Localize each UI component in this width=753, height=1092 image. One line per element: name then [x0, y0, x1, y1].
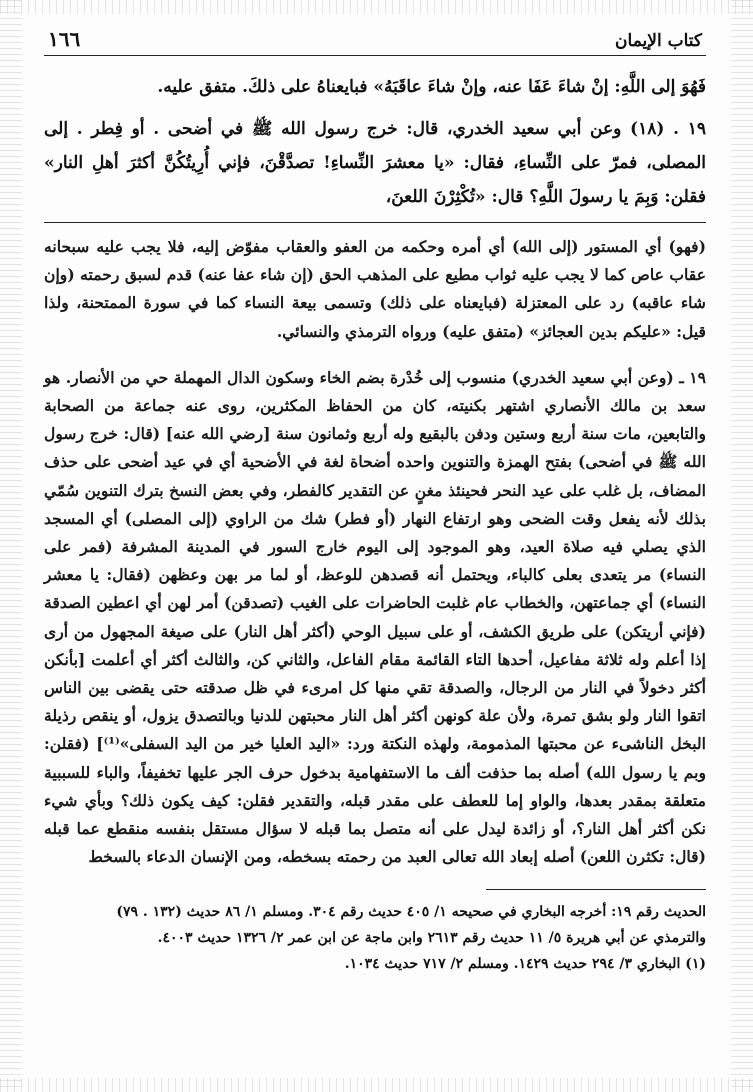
- commentary-paragraph-1: (فهو) أي المستور (إلى الله) أي أمره وحكمه من العفو والعقاب مفوّض إليه، فلا يجب عليه سبحانه عقاب عاص كما لا يجب عليه ثواب مطيع على المذهب الحق (إن شاء عفا عنه) قدم لسبق رحمته (وإن شاء عاقبه) رد على المعتزلة (فبايعناه على ذلك) وتسمى بيعة النساء كما في سورة الممتحنة، ولذا قيل: «عليكم بدين العجائز» (متفق عليه) ورواه الترمذي والنسائي.: [44, 237, 706, 341]
- footnote-line-1: الحديث رقم ١٩: أخرجه البخاري في صحيحه ١/ ٤٠٥ حديث رقم ٣٠٤. ومسلم ١/ ٨٦ حديث (١٣٢ . ٧٩): [116, 904, 706, 921]
- scan-edge-left: [0, 0, 22, 1092]
- page-content: [44, 20, 706, 978]
- hadith-line-1: فَهُوَ إلى اللَّهِ: إنْ شاءَ عَفَا عنه، وإنْ شاءَ عاقَبَهُ» فبايعناهُ على ذلكَ. متفق عليه.: [157, 77, 706, 97]
- hadith-text: [44, 70, 706, 214]
- footnote-line-3: (١) البخاري ٣/ ٢٩٤ حديث ١٤٢٩. ومسلم ٢/ ٧١٧ حديث ١٠٣٤.: [344, 956, 706, 973]
- section-divider: [44, 222, 706, 223]
- scan-edge-bottom: [0, 1078, 753, 1092]
- hadith-paragraph-2: ١٩ . (١٨) وعن أبي سعيد الخدري، قال: خرج رسول الله ﷺ في أضحى . أو فِطر . إلى المصلى، فمرّ على النِّساءِ، فقال: «يا معشرَ النِّساءِ! تصدَّقْنَ، فإني أُرِيتُكُنَّ أكثرَ أهلِ النار» فقلن: وَبِمَ يا رسولَ اللَّهِ؟ قال: «تُكْثِرْنَ اللعنَ،: [44, 119, 706, 207]
- footnote-separator: [486, 889, 706, 890]
- book-title: كتاب الإيمان: [615, 31, 702, 51]
- commentary-paragraph-2: ١٩ ـ (وعن أبي سعيد الخدري) منسوب إلى خُدْرة بضم الخاء وسكون الدال المهملة حي من الأنصار. هو سعد بن مالك الأنصاري اشتهر بكنيته، كان من الحفاظ المكثرين، روى عنه جماعة من الصحابة والتابعين، مات سنة أربع وستين ودفن بالبقيع وله أربع وثمانون سنة [رضي الله عنه] (قال: خرج رسول الله ﷺ في أضحى) بفتح الهمزة والتنوين واحده أضحاة لغة في الأضحية أي في عيد أضحى على حذف المضاف، بل غلب على عيد النحر فحينئذ مغنٍ عن التقدير كالفطر، وفي بعض النسخ بترك التنوين سُمّي بذلك لأنه يفعل وقت الضحى وهو ارتفاع النهار (أو فطر) شك من الراوي (إلى المصلى) أي المسجد الذي يصلي فيه صلاة العيد، وهو الموجود إلى اليوم خارج السور في المدينة المشرفة (فمر على النساء) مر يتعدى بعلى كالباء، ويحتمل أنه قصدهن للوعظ، أو لما مر بهن وعظهن (فقال: يا معشر النساء) أي جماعتهن، والخطاب عام غلبت الحاضرات على الغيب (تصدقن) أمر لهن أي اعطين الصدقة (فإني أريتكن) على طريق الكشف، أو على سبيل الوحي (أكثر أهل النار) على صيغة المجهول من أرى إذا أعلم وله ثلاثة مفاعيل، أحدها التاء القائمة مقام الفاعل، والثاني كن، والثالث أكثر أي أعلمت [بأنكن أكثر دخولاً في النار من الرجال، والصدقة تقي منها كل امرىء في ظل صدقته حتى يقضى بين الناس اتقوا النار ولو بشق تمرة، ولأن علة كونهن أكثر أهل النار محبتهن للدنيا وبالتصدق يزول، أو ينقص رذيلة البخل الناشىء عن محبتها المذمومة، ولهذه النكتة ورد: «اليد العليا خير من اليد السفلى»⁽¹⁾] (فقلن: وبم يا رسول الله) أصله بما حذفت ألف ما الاستفهامية بدخول حرف الجر عليها تخفيفاً، والباء للسببية متعلقة بمقدر بعدها، والواو إما للعطف على مقدر قبله، والتقدير فقلن: كيف يكون ذلك؟ وبأي شيء نكن أكثر أهل النار؟، أو زائدة ليدل على أنه متصل بما قبله لا سؤال مستقل بنفسه منقطع عما قبله (قال: تكثرن اللعن) أصله إبعاد الله تعالى العبد من رحمته بسخطه، ومن الإنسان الدعاء بالسخط: [44, 367, 707, 867]
- footnotes: [44, 900, 706, 976]
- page-header: [44, 20, 706, 56]
- page-number: ١٦٦: [48, 27, 81, 51]
- scan-edge-top: [0, 0, 753, 14]
- scan-edge-right: [731, 0, 753, 1092]
- footnote-line-2: والترمذي عن أبي هريرة ٥/ ١١ حديث رقم ٢٦١٣ وابن ماجة عن ابن عمر ٢/ ١٣٢٦ حديث ٤٠٠٣.: [157, 930, 706, 947]
- commentary: [44, 233, 706, 871]
